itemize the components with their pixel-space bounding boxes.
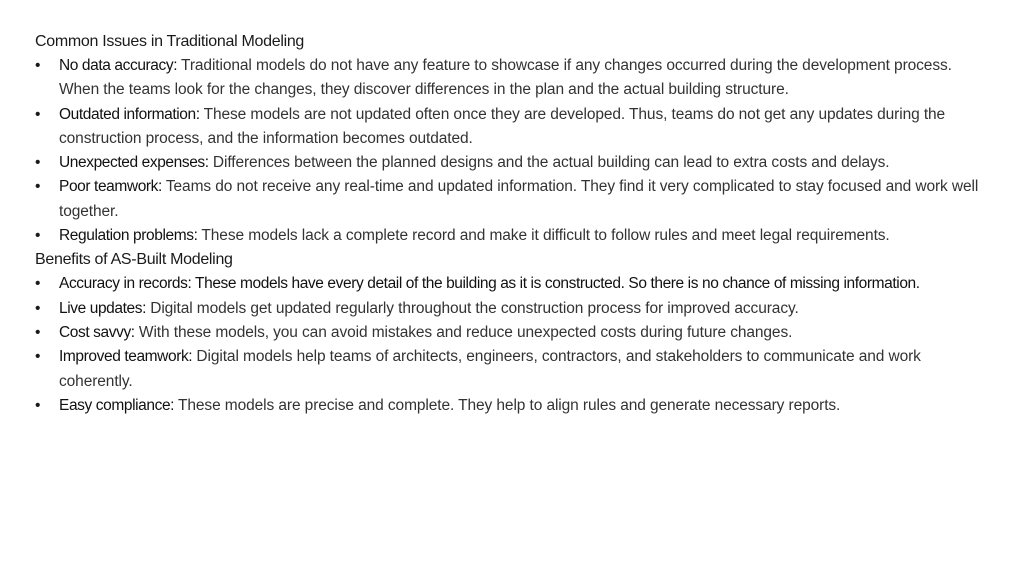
list-item (35, 103, 994, 152)
list-item (35, 54, 994, 103)
list-item (35, 224, 994, 248)
item-term: Improved teamwork: (59, 348, 193, 366)
list-item (35, 151, 994, 175)
item-term: Easy compliance: (59, 396, 175, 414)
bullet-dot: • (35, 227, 41, 245)
item-term: Poor teamwork: (59, 178, 162, 196)
item-term: Regulation problems: (59, 227, 198, 245)
bullet-dot: • (35, 105, 41, 123)
item-term: No data accuracy: (59, 57, 178, 74)
list-item (35, 345, 994, 394)
section-heading-common-issues: Common Issues in Traditional Modeling (35, 33, 305, 50)
list-item (35, 321, 994, 345)
item-text: Differences between the planned designs and the actual building can lead to extra costs and delays. (208, 154, 890, 172)
item-text: These models are not updated often once they are developed. Thus, teams do not get any updates during the construction process, and the information becomes outdated. (59, 105, 946, 147)
item-term: Accuracy in records: These models have every detail of the building as it is constructed. So there is no chance of missing information. (59, 275, 920, 293)
list-item (35, 272, 994, 296)
item-text: Teams do not receive any real-time and updated information. They find it very complicated to stay focused and work well together. (59, 178, 979, 220)
list-item (35, 175, 994, 224)
bullet-dot: • (35, 57, 41, 74)
item-term: Unexpected expenses: (59, 154, 209, 172)
bullet-dot: • (35, 178, 41, 196)
bullet-dot: • (35, 323, 41, 341)
bullet-dot: • (35, 299, 41, 317)
list-item (35, 394, 994, 418)
bullet-dot: • (35, 348, 41, 366)
item-text: These models are precise and complete. They help to align rules and generate necessary reports. (174, 396, 841, 414)
list-item (35, 297, 994, 321)
bullet-dot: • (35, 275, 41, 293)
item-term: Live updates: (59, 299, 147, 317)
item-text: Digital models help teams of architects, engineers, contractors, and stakeholders to communicate and work coherently. (59, 348, 921, 390)
common-issues-list (35, 54, 994, 248)
section-heading-benefits: Benefits of AS-Built Modeling (35, 251, 233, 269)
item-text: Traditional models do not have any feature to showcase if any changes occurred during the development process. When the teams look for the changes, they discover differences in the plan and the actual building structure. (59, 57, 952, 99)
bullet-dot: • (35, 154, 41, 172)
benefits-list (35, 272, 994, 418)
item-text: With these models, you can avoid mistakes and reduce unexpected costs during future changes. (134, 323, 793, 341)
bullet-dot: • (35, 396, 41, 414)
item-text: Digital models get updated regularly throughout the construction process for improved accuracy. (146, 299, 799, 317)
item-text: These models lack a complete record and make it difficult to follow rules and meet legal requirements. (197, 227, 890, 245)
item-term: Outdated information: (59, 105, 200, 123)
item-term: Cost savvy: (59, 323, 135, 341)
